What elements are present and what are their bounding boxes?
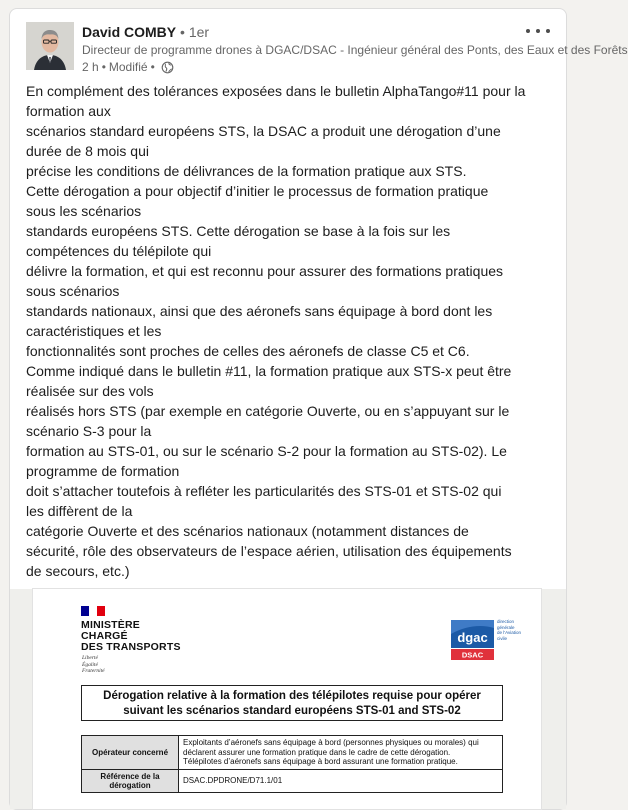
post-text-line: programme de formation: [26, 463, 180, 479]
table-row: [82, 736, 503, 770]
post-text-line: réalisée sur des vols: [26, 383, 154, 399]
post-text-line: standards européens STS. Cette dérogation se base à la fois sur les: [26, 223, 451, 239]
connection-degree: 1er: [188, 24, 210, 40]
more-options-button[interactable]: [526, 23, 550, 39]
post-text-line: formation aux: [26, 103, 111, 119]
table-key: Référence de la dérogation: [82, 769, 179, 792]
post-text-line: réalisés hors STS (par exemple en catégorie Ouverte, ou en s’appuyant sur le: [26, 403, 510, 419]
document-title: Dérogation relative à la formation des télépilotes requise pour opérer suivant les scénarios standard européens STS-01 and STS-02: [81, 685, 503, 721]
meta-separator-2: •: [150, 60, 155, 74]
post-card: [9, 8, 628, 810]
post-text-line: délivre la formation, et qui est reconnu pour assurer des formations pratiques: [26, 263, 504, 279]
table-value: Exploitants d’aéronefs sans équipage à bord (personnes physiques ou morales) qui déclarent assurer une formation pratique dans le cadre de cette dérogation. Télépilotes d’aéronefs sans équipage à bord assurant une formation pratique.: [179, 736, 503, 770]
post-text-line: sous scénarios: [26, 283, 120, 299]
post-body: [26, 81, 546, 581]
post-text-line: doit s’attacher toutefois à refléter les particularités des STS-01 et STS-02 qui: [26, 483, 502, 499]
post-author: [82, 23, 628, 76]
post-text-line: scénario S-3 pour la: [26, 423, 152, 439]
document-attachment[interactable]: [10, 589, 566, 809]
post-text-line: les diffèrent de la: [26, 503, 133, 519]
post-text-line: standards nationaux, ainsi que des aéronefs sans équipage à bord dont les: [26, 303, 493, 319]
post-meta: [82, 59, 522, 76]
author-name[interactable]: David COMBY: [82, 24, 177, 40]
post-text-line: catégorie Ouverte et des scénarios nationaux (notamment distances de: [26, 523, 469, 539]
post-text-line: En complément des tolérances exposées dans le bulletin AlphaTango#11 pour la: [26, 83, 526, 99]
post-text-line: précise les conditions de délivrances de la formation pratique aux STS.: [26, 163, 467, 179]
ellipsis-icon: [526, 29, 530, 33]
table-value: DSAC.DPDRONE/D71.1/01: [179, 769, 503, 792]
post-text-line: scénarios standard européens STS, la DSAC a produit une dérogation d’une: [26, 123, 501, 139]
name-separator: •: [180, 24, 185, 40]
dgac-side-text: direction générale de l'Aviation civile: [497, 619, 522, 641]
table-row: [82, 769, 503, 792]
table-key: Opérateur concerné: [82, 736, 179, 770]
ministry-logo-text: MINISTÈRE CHARGÉ DES TRANSPORTS: [81, 619, 181, 653]
post-text-line: Comme indiqué dans le bulletin #11, la formation pratique aux STS-x peut être: [26, 363, 512, 379]
post-text-line: Cette dérogation a pour objectif d’initier le processus de formation pratique: [26, 183, 489, 199]
post-text-line: formation au STS-01, ou sur le scénario S-2 pour la formation au STS-02). Le: [26, 443, 507, 459]
avatar-photo: [26, 22, 74, 70]
post-edited: Modifié: [108, 60, 148, 74]
dgac-logo: [451, 620, 494, 660]
marianne-flag: [81, 606, 105, 616]
meta-separator-1: •: [101, 60, 106, 74]
globe-icon: [161, 61, 174, 74]
post-text-line: durée de 8 mois qui: [26, 143, 149, 159]
post-text-line: compétences du télépilote qui: [26, 243, 212, 259]
post-time: 2 h: [82, 60, 99, 74]
document-table: [81, 735, 503, 793]
svg-text:dgac: dgac: [457, 630, 488, 645]
post-text-line: fonctionnalités sont proches de celles des aéronefs de classe C5 et C6.: [26, 343, 470, 359]
author-name-row: [82, 23, 522, 42]
post-text-line: sécurité, rôle des observateurs de l’espace aérien, utilisation des équipements: [26, 543, 512, 559]
post-text-line: caractéristiques et les: [26, 323, 162, 339]
post-text-line: sous les scénarios: [26, 203, 142, 219]
republic-motto: Liberté Égalité Fraternité: [82, 655, 105, 675]
svg-text:DSAC: DSAC: [461, 650, 484, 660]
avatar[interactable]: [26, 22, 74, 70]
post-text-line: de secours, etc.): [26, 563, 130, 579]
author-headline: Directeur de programme drones à DGAC/DSAC - Ingénieur général des Ponts, des Eaux et des Forêts: [82, 43, 628, 57]
document-page: [33, 589, 541, 809]
